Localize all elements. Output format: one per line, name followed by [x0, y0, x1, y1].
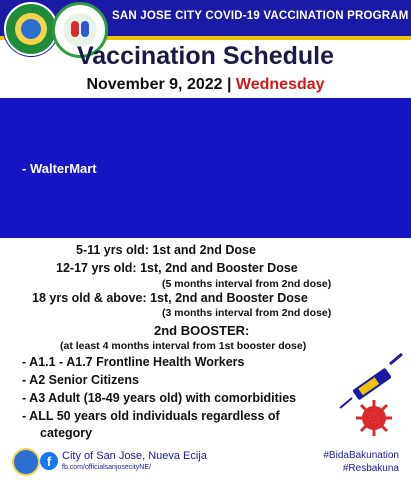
dose-note-18-above: (3 months interval from 2nd dose) [162, 307, 332, 319]
booster-item-50-plus: - ALL 50 years old individuals regardless of [22, 409, 280, 423]
schedule-day: Wednesday [235, 76, 325, 93]
booster-item-50-plus-cont: category [40, 426, 93, 440]
city-seal-small-icon [12, 448, 40, 476]
program-title: SAN JOSE CITY COVID-19 VACCINATION PROGRAM [112, 10, 409, 22]
venue-label: - WalterMart [22, 161, 97, 176]
syringe-icon [340, 354, 402, 408]
page-title: Vaccination Schedule [76, 42, 335, 70]
hashtag-bidabakunation: #BidaBakunation [323, 450, 399, 461]
health-logo-figure-red [71, 21, 79, 37]
dose-note-12-17: (5 months interval from 2nd dose) [162, 278, 332, 290]
schedule-date-line [0, 76, 411, 94]
syringe-virus-illustration [330, 350, 411, 450]
footer-url[interactable]: fb.com/officialsanjosecityNE/ [62, 464, 151, 471]
dose-line-12-17: 12-17 yrs old: 1st, 2nd and Booster Dose [56, 261, 298, 275]
facebook-icon: f [40, 452, 58, 470]
schedule-date: November 9, 2022 [86, 76, 223, 93]
booster-item-adults: - A3 Adult (18-49 years old) with comorbidities [22, 391, 297, 405]
booster-note: (at least 4 months interval from 1st booster dose) [60, 340, 307, 352]
health-logo-figure-blue [81, 21, 89, 37]
city-seal-core [21, 19, 41, 39]
footer-city: City of San Jose, Nueva Ecija [62, 450, 207, 462]
date-separator: | [226, 76, 232, 93]
dose-line-18-above: 18 yrs old & above: 1st, 2nd and Booster Dose [32, 291, 308, 305]
booster-item-seniors: - A2 Senior Citizens [22, 373, 139, 387]
dose-line-5-11: 5-11 yrs old: 1st and 2nd Dose [76, 243, 256, 257]
booster-item-frontline: - A1.1 - A1.7 Frontline Health Workers [22, 355, 245, 369]
city-seal-inner [15, 13, 47, 45]
booster-heading: 2nd BOOSTER: [154, 323, 250, 338]
hashtag-resbakuna: #Resbakuna [342, 463, 399, 474]
virus-icon [356, 400, 392, 436]
